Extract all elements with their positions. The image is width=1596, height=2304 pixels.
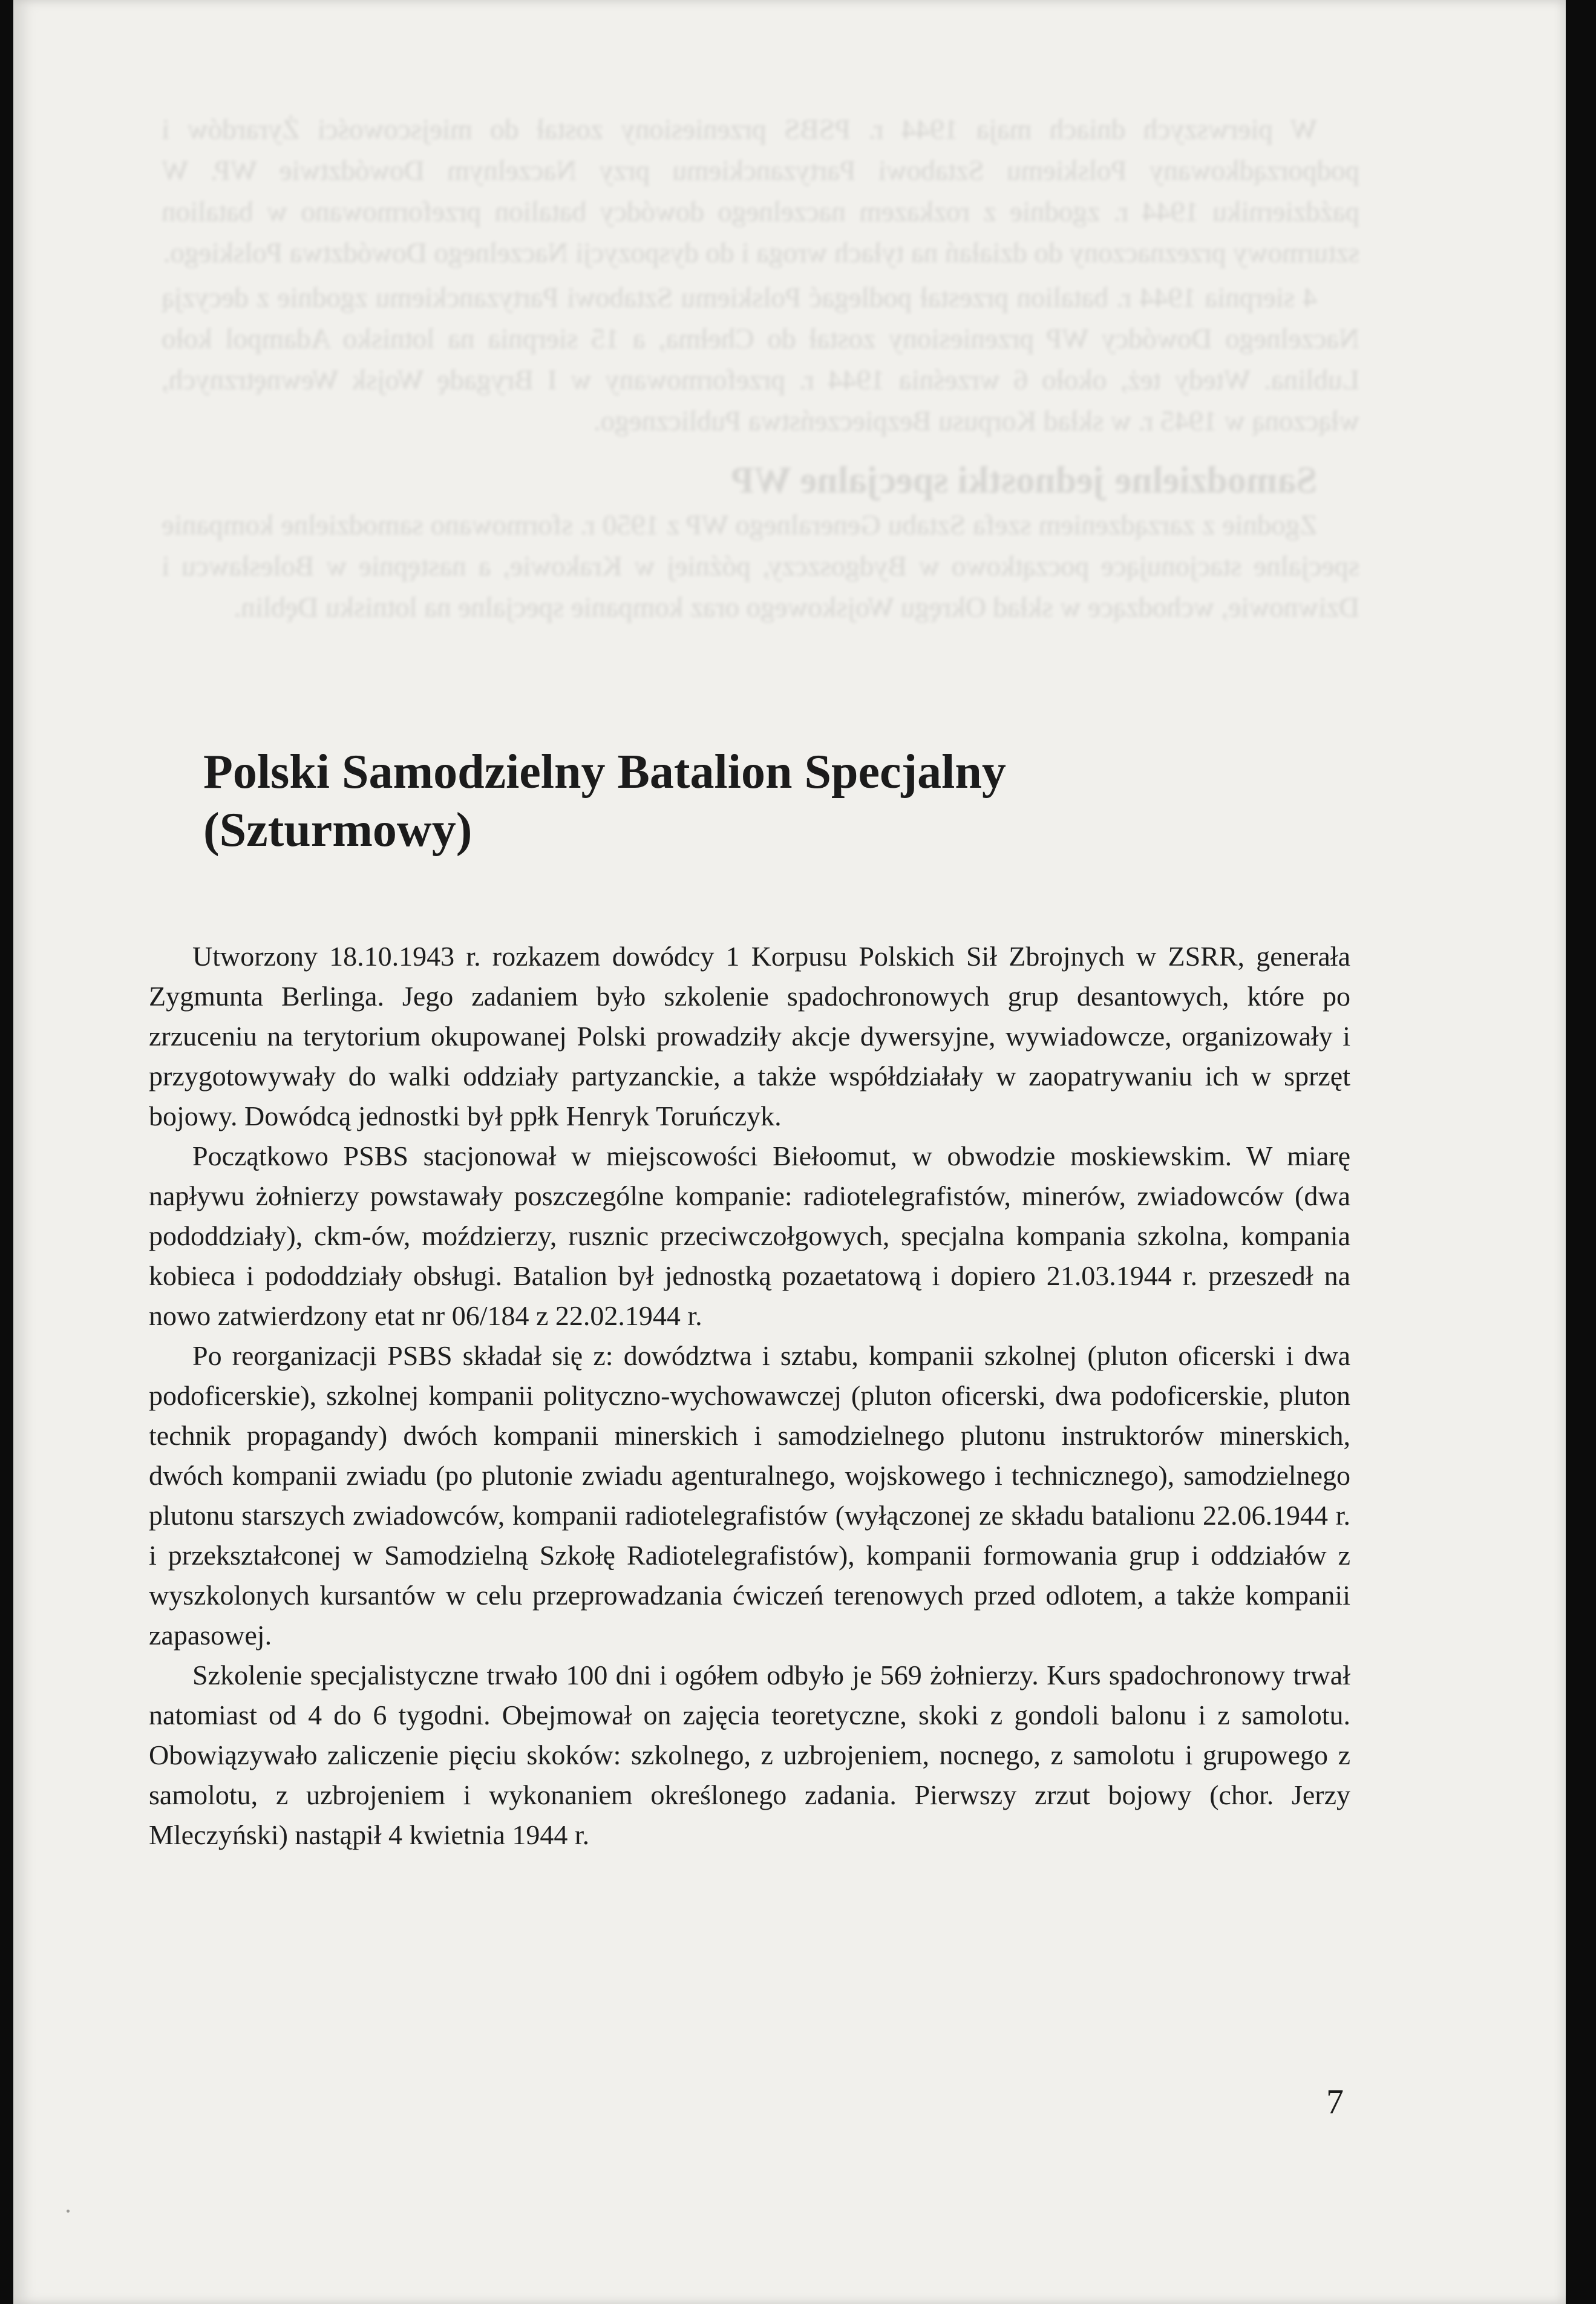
paragraph-2: Początkowo PSBS stacjonował w miejscowości Biełoomut, w obwodzie moskiewskim. W miarę napływu żołnierzy powstawały poszczególne kompanie: radiotelegrafistów, minerów, zwiadowców (dwa pododdziały), ckm-ów, moździerzy, rusznic przeciwczołgowych, specjalna kompania szkolna, kompania kobieca i pododdziały obsługi. Batalion był jednostką pozaetatową i dopiero 21.03.1944 r. przeszedł na nowo zatwierdzony etat nr 06/184 z 22.02.1944 r. [149, 1141, 1350, 1331]
book-page [13, 0, 1566, 2304]
chapter-title-line-2: (Szturmowy) [203, 803, 473, 857]
paragraph-3: Po reorganizacji PSBS składał się z: dowództwa i sztabu, kompanii szkolnej (pluton oficerski i dwa podoficerskie), szkolnej kompanii polityczno-wychowawczej (pluton oficerski, dwa podoficerskie, pluton technik propagandy) dwóch kompanii minerskich i samodzielnego plutonu instruktorów minerskich, dwóch kompanii zwiadu (po plutonie zwiadu agenturalnego, wojskowego i technicznego), samodzielnego plutonu starszych zwiadowców, kompanii radiotelegrafistów (wyłączonej ze składu batalionu 22.06.1944 r. i przekształconej w Samodzielną Szkołę Radiotelegrafistów), kompanii formowania grup i oddziałów z wyszkolonych kursantów w celu przeprowadzania ćwiczeń terenowych przed odlotem, a także kompanii zapasowej. [149, 1340, 1350, 1651]
page-number: 7 [1326, 2082, 1344, 2121]
paper-speck [67, 2210, 70, 2213]
paragraph-1: Utworzony 18.10.1943 r. rozkazem dowódcy 1 Korpusu Polskich Sił Zbrojnych w ZSRR, generała Zygmunta Berlinga. Jego zadaniem było szkolenie spadochronowych grup desantowych, które po zrzuceniu na terytorium okupowanej Polski prowadziły akcje dywersyjne, wywiadowcze, organizowały i przygotowywały do walki oddziały partyzanckie, a także współdziałały w zaopatrywaniu ich w sprzęt bojowy. Dowódcą jednostki był ppłk Henryk Toruńczyk. [149, 941, 1350, 1131]
chapter-title [203, 743, 1353, 859]
paragraph-4: Szkolenie specjalistyczne trwało 100 dni i ogółem odbyło je 569 żołnierzy. Kurs spadochronowy trwał natomiast od 4 do 6 tygodni. Obejmował on zajęcia teoretyczne, skoki z gondoli balonu i z samolotu. Obowiązywało zaliczenie pięciu skoków: szkolnego, z uzbrojeniem, nocnego, z samolotu i grupowego z samolotu, z uzbrojeniem i wykonaniem określonego zadania. Pierwszy zrzut bojowy (chor. Jerzy Mleczyński) nastąpił 4 kwietnia 1944 r. [149, 1660, 1350, 1850]
reverse-side-show-through: W pierwszych dniach maja 1944 r. PSBS przeniesiony został do miejscowości Żyrardów i podporządkowany Polskiemu Sztabowi Partyzanckiemu przy Naczelnym Dowództwie WP. W październiku 1944 r. zgodnie z rozkazem naczelnego dowódcy batalion przeformowano w batalion szturmowy przeznaczony do działań na tyłach wroga i do dyspozycji Naczelnego Dowództwa Polskiego. 4 sierpnia 1944 r. batalion przestał podlegać Polskiemu Sztabowi Partyzanckiemu zgodnie z decyzją Naczelnego Dowódcy WP przeniesiony został do Chełma, a 15 sierpnia na lotnisko Adampol koło Lublina. Wtedy też, około 6 września 1944 r. przeformowany w I Brygadę Wojsk Wewnętrznych, włączoną w 1945 r. w skład Korpusu Bezpieczeństwa Publicznego. Samodzielne jednostki specjalne WP Zgodnie z zarządzeniem szefa Sztabu Generalnego WP z 1950 r. sformowano samodzielne kompanie specjalne stacjonujące początkowo w Bydgoszczy, później w Krakowie, a następnie w Bolesławcu i Dziwnowie, wchodzące w skład Okręgu Wojskowego oraz kompanie specjalne na lotnisku Dęblin. [162, 114, 1359, 623]
body-text [149, 937, 1350, 1855]
chapter-title-line-1: Polski Samodzielny Batalion Specjalny [203, 745, 1006, 799]
